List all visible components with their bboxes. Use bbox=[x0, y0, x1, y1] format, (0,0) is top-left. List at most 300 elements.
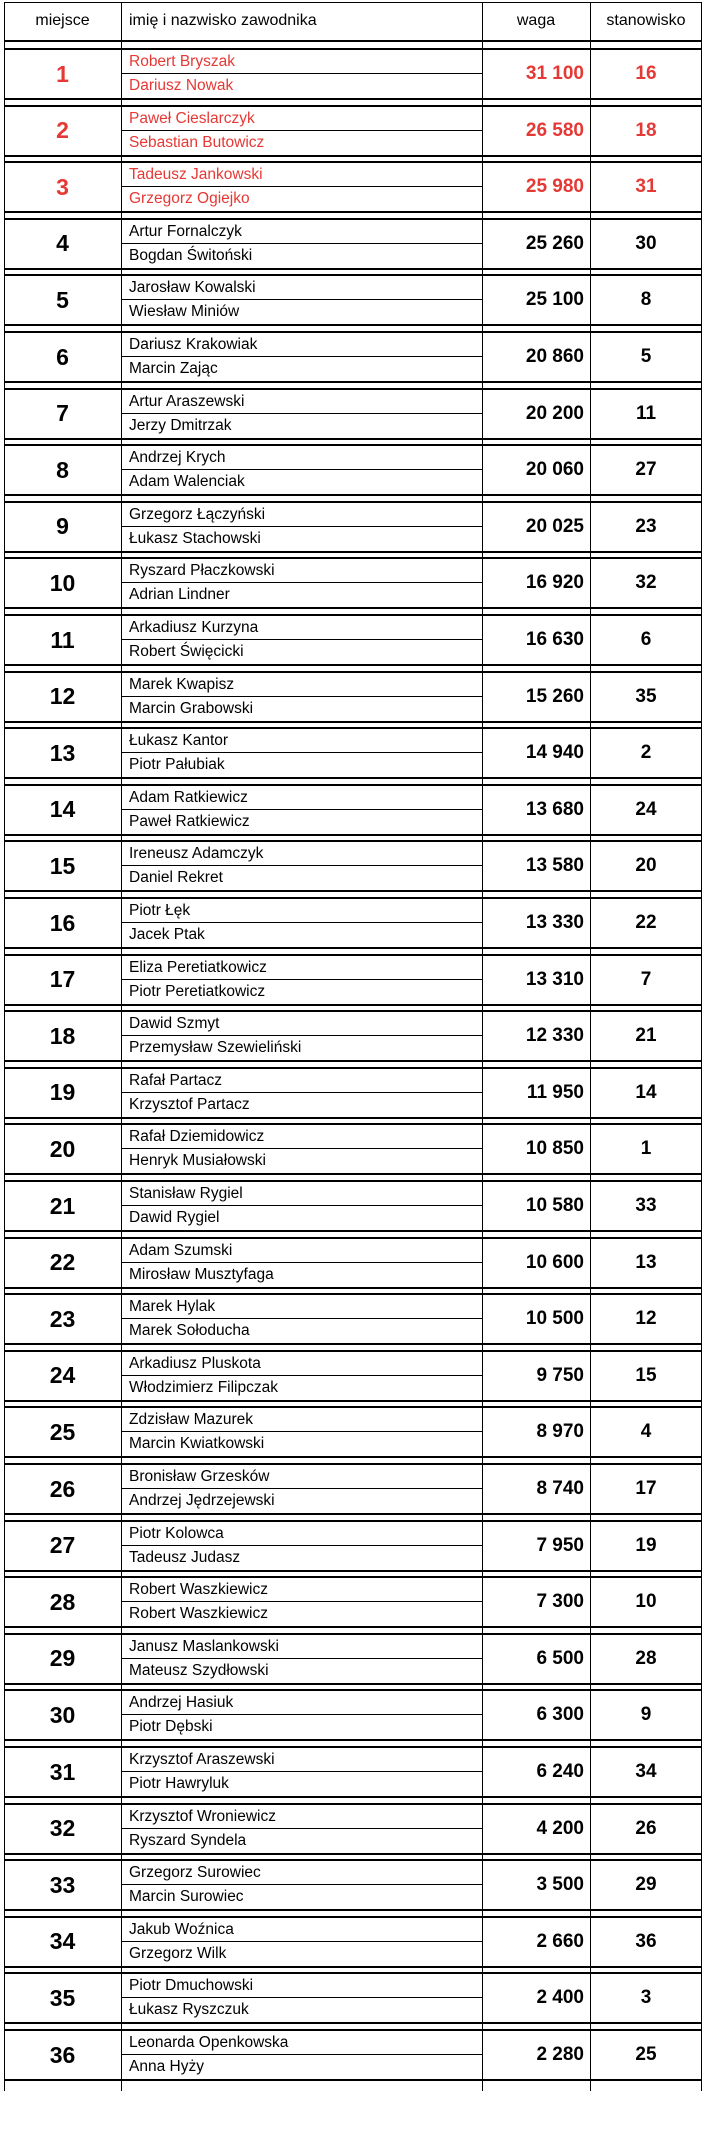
station-cell: 30 bbox=[635, 232, 657, 254]
competitor-name-1: Arkadiusz Kurzyna bbox=[129, 619, 259, 636]
name-divider bbox=[121, 1318, 482, 1319]
row-bottom-border bbox=[4, 268, 702, 270]
row-bottom-border bbox=[4, 1966, 702, 1968]
weight-cell: 13 310 bbox=[525, 968, 584, 990]
competitor-name-2: Piotr Dębski bbox=[129, 1718, 213, 1736]
row-bottom-border bbox=[4, 1343, 702, 1345]
place-cell: 2 bbox=[56, 117, 69, 144]
names-cell bbox=[121, 729, 482, 777]
competitor-name-1: Krzysztof Wroniewicz bbox=[129, 1807, 276, 1825]
name-divider bbox=[121, 1771, 482, 1772]
table-row bbox=[4, 557, 702, 607]
weight-cell: 10 600 bbox=[525, 1251, 584, 1273]
names-cell bbox=[121, 276, 482, 324]
row-bottom-border bbox=[4, 381, 702, 383]
names-cell bbox=[121, 1691, 482, 1739]
names-cell bbox=[121, 786, 482, 834]
row-bottom-border bbox=[4, 1060, 702, 1062]
name-divider bbox=[121, 526, 482, 527]
table-row bbox=[4, 1689, 702, 1739]
competitor-name-2: Piotr Peretiatkowicz bbox=[129, 982, 266, 1000]
table-row bbox=[4, 388, 702, 438]
name-divider bbox=[121, 752, 482, 753]
table-row bbox=[4, 331, 702, 381]
name-divider bbox=[121, 1431, 482, 1432]
station-cell: 10 bbox=[635, 1591, 657, 1613]
weight-cell: 12 330 bbox=[525, 1025, 584, 1047]
place-cell: 9 bbox=[56, 513, 69, 540]
names-cell bbox=[121, 1578, 482, 1626]
names-cell bbox=[121, 1635, 482, 1683]
name-divider bbox=[121, 1148, 482, 1149]
table-row bbox=[4, 1406, 702, 1456]
table-row bbox=[4, 671, 702, 721]
weight-cell: 13 580 bbox=[525, 855, 584, 877]
station-cell: 24 bbox=[635, 798, 657, 820]
place-cell: 30 bbox=[49, 1701, 76, 1728]
weight-cell: 7 950 bbox=[536, 1534, 584, 1556]
competitor-name-1: Adam Ratkiewicz bbox=[129, 788, 248, 806]
row-bottom-border bbox=[4, 834, 702, 836]
place-cell: 11 bbox=[50, 626, 75, 653]
competitor-name-1: Dariusz Krakowiak bbox=[129, 336, 258, 353]
names-cell bbox=[121, 1465, 482, 1513]
table-row bbox=[4, 784, 702, 834]
header-name: imię i nazwisko zawodnika bbox=[129, 12, 317, 29]
names-cell bbox=[121, 1408, 482, 1456]
row-bottom-border bbox=[4, 1117, 702, 1119]
station-cell: 14 bbox=[635, 1081, 657, 1103]
row-bottom-border bbox=[4, 1173, 702, 1175]
station-cell: 31 bbox=[635, 176, 657, 198]
competitor-name-1: Dawid Szmyt bbox=[129, 1015, 220, 1033]
place-cell: 25 bbox=[49, 1418, 76, 1445]
name-divider bbox=[121, 1884, 482, 1885]
station-cell: 22 bbox=[635, 912, 657, 933]
row-bottom-border bbox=[4, 324, 702, 326]
names-cell bbox=[121, 1239, 482, 1287]
competitor-name-1: Piotr Kolowca bbox=[129, 1524, 224, 1542]
weight-cell: 16 630 bbox=[525, 629, 584, 650]
competitor-name-2: Łukasz Ryszczuk bbox=[129, 2001, 249, 2019]
place-cell: 18 bbox=[49, 1022, 76, 1049]
names-cell bbox=[121, 842, 482, 890]
competitor-name-1: Jakub Woźnica bbox=[129, 1920, 234, 1938]
weight-cell: 9 750 bbox=[536, 1364, 584, 1386]
name-divider bbox=[121, 469, 482, 470]
competitor-name-2: Paweł Ratkiewicz bbox=[129, 812, 250, 830]
row-bottom-border bbox=[4, 1626, 702, 1628]
row-bottom-border bbox=[4, 777, 702, 779]
name-divider bbox=[121, 2054, 482, 2055]
names-cell bbox=[121, 2031, 482, 2079]
names-cell bbox=[121, 163, 482, 211]
competitor-name-1: Jarosław Kowalski bbox=[129, 279, 256, 297]
competitor-name-2: Henryk Musiałowski bbox=[129, 1152, 266, 1170]
weight-cell: 20 200 bbox=[525, 402, 584, 424]
table-row bbox=[4, 274, 702, 324]
competitor-name-2: Jerzy Dmitrzak bbox=[129, 416, 232, 434]
competitor-name-1: Grzegorz Łączyński bbox=[129, 505, 266, 523]
station-cell: 13 bbox=[635, 1251, 657, 1273]
names-cell bbox=[121, 333, 482, 381]
weight-cell: 10 580 bbox=[525, 1195, 584, 1216]
weight-cell: 13 330 bbox=[525, 912, 584, 933]
name-divider bbox=[121, 639, 482, 640]
place-cell: 35 bbox=[49, 1984, 76, 2011]
names-cell bbox=[121, 1748, 482, 1796]
weight-cell: 2 280 bbox=[536, 2044, 584, 2065]
row-bottom-border bbox=[4, 551, 702, 553]
station-cell: 20 bbox=[635, 855, 657, 877]
row-bottom-border bbox=[4, 1683, 702, 1685]
names-cell bbox=[121, 673, 482, 721]
name-divider bbox=[121, 1828, 482, 1829]
weight-cell: 3 500 bbox=[536, 1874, 584, 1896]
weight-cell: 6 300 bbox=[536, 1704, 584, 1726]
station-cell: 36 bbox=[635, 1930, 657, 1952]
place-cell: 4 bbox=[56, 230, 69, 257]
competitor-name-2: Anna Hyży bbox=[129, 2058, 204, 2075]
station-cell: 17 bbox=[635, 1478, 657, 1499]
station-cell: 9 bbox=[640, 1704, 652, 1726]
place-cell: 31 bbox=[49, 1758, 76, 1785]
weight-cell: 20 025 bbox=[525, 515, 584, 537]
place-cell: 27 bbox=[49, 1532, 76, 1559]
name-divider bbox=[121, 299, 482, 300]
station-cell: 12 bbox=[635, 1308, 657, 1330]
column-line-3 bbox=[590, 2, 591, 2091]
names-cell bbox=[121, 1182, 482, 1230]
names-cell bbox=[121, 220, 482, 268]
station-cell: 2 bbox=[640, 742, 652, 764]
name-divider bbox=[121, 1092, 482, 1093]
station-cell: 19 bbox=[635, 1534, 657, 1556]
competitor-name-2: Robert Waszkiewicz bbox=[129, 1605, 268, 1623]
place-cell: 15 bbox=[49, 852, 76, 879]
competitor-name-1: Adam Szumski bbox=[129, 1241, 233, 1259]
competitor-name-2: Andrzej Jędrzejewski bbox=[129, 1492, 275, 1509]
station-cell: 27 bbox=[635, 459, 657, 481]
weight-cell: 20 060 bbox=[525, 459, 584, 481]
weight-cell: 31 100 bbox=[525, 63, 584, 84]
station-cell: 25 bbox=[635, 2044, 657, 2065]
table-row bbox=[4, 1859, 702, 1909]
names-cell bbox=[121, 1295, 482, 1343]
weight-cell: 6 500 bbox=[536, 1647, 584, 1669]
row-bottom-border bbox=[4, 1004, 702, 1006]
names-cell bbox=[121, 1125, 482, 1173]
names-cell bbox=[121, 1522, 482, 1570]
table-row bbox=[4, 501, 702, 551]
station-cell: 26 bbox=[635, 1817, 657, 1839]
names-cell bbox=[121, 899, 482, 947]
competitor-name-1: Robert Waszkiewicz bbox=[129, 1581, 268, 1599]
name-divider bbox=[121, 130, 482, 131]
names-cell bbox=[121, 1861, 482, 1909]
header-station: stanowisko bbox=[606, 12, 686, 29]
names-cell bbox=[121, 616, 482, 664]
competitor-name-1: Janusz Maslankowski bbox=[129, 1637, 279, 1655]
table-row bbox=[4, 1803, 702, 1853]
names-cell bbox=[121, 390, 482, 438]
place-cell: 7 bbox=[56, 400, 69, 427]
competitor-name-1: Artur Araszewski bbox=[129, 392, 245, 410]
weight-cell: 25 100 bbox=[525, 289, 584, 311]
competitor-name-2: Marcin Grabowski bbox=[129, 699, 254, 717]
name-divider bbox=[121, 73, 482, 74]
competitor-name-1: Andrzej Krych bbox=[129, 449, 226, 467]
station-cell: 35 bbox=[635, 685, 657, 707]
competitor-name-2: Bogdan Świtoński bbox=[129, 246, 253, 264]
competitor-name-2: Grzegorz Ogiejko bbox=[129, 190, 250, 208]
competitor-name-2: Łukasz Stachowski bbox=[129, 529, 261, 547]
competitor-name-1: Grzegorz Surowiec bbox=[129, 1864, 261, 1882]
name-divider bbox=[121, 865, 482, 866]
competitor-name-2: Marek Sołoducha bbox=[129, 1322, 250, 1340]
column-line-0 bbox=[4, 2, 5, 2091]
name-divider bbox=[121, 413, 482, 414]
name-divider bbox=[121, 582, 482, 583]
competitor-name-1: Krzysztof Araszewski bbox=[129, 1751, 275, 1768]
weight-cell: 20 860 bbox=[525, 346, 584, 367]
row-bottom-border bbox=[4, 494, 702, 496]
competitor-name-2: Marcin Kwiatkowski bbox=[129, 1435, 265, 1453]
header-bottom-border bbox=[4, 40, 702, 42]
name-divider bbox=[121, 1658, 482, 1659]
station-cell: 3 bbox=[640, 1987, 652, 2009]
table-row bbox=[4, 954, 702, 1004]
row-bottom-border bbox=[4, 1909, 702, 1911]
names-cell bbox=[121, 956, 482, 1004]
name-divider bbox=[121, 1545, 482, 1546]
table-row bbox=[4, 1746, 702, 1796]
names-cell bbox=[121, 1012, 482, 1060]
names-cell bbox=[121, 1918, 482, 1966]
name-divider bbox=[121, 696, 482, 697]
competitor-name-2: Włodzimierz Filipczak bbox=[129, 1378, 278, 1396]
competitor-name-2: Dariusz Nowak bbox=[129, 77, 234, 94]
name-divider bbox=[121, 186, 482, 187]
station-cell: 32 bbox=[635, 572, 657, 594]
table-row bbox=[4, 614, 702, 664]
names-cell bbox=[121, 1805, 482, 1853]
header-place: miejsce bbox=[35, 12, 90, 29]
table-row bbox=[4, 1633, 702, 1683]
competitor-name-1: Rafał Partacz bbox=[129, 1071, 223, 1089]
station-cell: 4 bbox=[640, 1421, 652, 1443]
table-row bbox=[4, 1463, 702, 1513]
row-bottom-border bbox=[4, 1456, 702, 1458]
header-weight: waga bbox=[516, 12, 556, 29]
competitor-name-1: Arkadiusz Pluskota bbox=[129, 1354, 261, 1372]
place-cell: 22 bbox=[49, 1249, 76, 1276]
table-row bbox=[4, 1916, 702, 1966]
row-bottom-border bbox=[4, 1513, 702, 1515]
place-cell: 23 bbox=[49, 1305, 76, 1332]
competitor-name-1: Ryszard Płaczkowski bbox=[129, 562, 275, 580]
place-cell: 24 bbox=[49, 1362, 76, 1389]
station-cell: 18 bbox=[635, 119, 657, 141]
place-cell: 33 bbox=[49, 1871, 76, 1898]
row-bottom-border bbox=[4, 947, 702, 949]
name-divider bbox=[121, 1205, 482, 1206]
place-cell: 17 bbox=[49, 966, 76, 993]
place-cell: 29 bbox=[49, 1645, 76, 1672]
weight-cell: 25 980 bbox=[525, 176, 584, 198]
column-line-1 bbox=[121, 2, 122, 2091]
row-bottom-border bbox=[4, 211, 702, 213]
table-row bbox=[4, 727, 702, 777]
row-bottom-border bbox=[4, 607, 702, 609]
station-cell: 33 bbox=[635, 1195, 657, 1216]
place-cell: 1 bbox=[56, 60, 69, 87]
weight-cell: 8 740 bbox=[536, 1478, 584, 1499]
place-cell: 12 bbox=[49, 683, 76, 710]
competitor-name-2: Mirosław Musztyfaga bbox=[129, 1265, 274, 1283]
row-bottom-border bbox=[4, 1287, 702, 1289]
table-row bbox=[4, 161, 702, 211]
competitor-name-1: Tadeusz Jankowski bbox=[129, 166, 263, 184]
competitor-name-1: Łukasz Kantor bbox=[129, 732, 229, 750]
row-bottom-border bbox=[4, 2022, 702, 2024]
table-row bbox=[4, 105, 702, 155]
table-row bbox=[4, 218, 702, 268]
row-bottom-border bbox=[4, 664, 702, 666]
row-bottom-border bbox=[4, 890, 702, 892]
table-row bbox=[4, 2029, 702, 2079]
table-row bbox=[4, 1350, 702, 1400]
station-cell: 23 bbox=[635, 515, 657, 537]
competitor-name-2: Tadeusz Judasz bbox=[129, 1548, 241, 1566]
place-cell: 13 bbox=[49, 739, 76, 766]
row-bottom-border bbox=[4, 98, 702, 100]
name-divider bbox=[121, 243, 482, 244]
weight-cell: 26 580 bbox=[525, 119, 584, 141]
competitor-name-1: Marek Kwapisz bbox=[129, 675, 235, 693]
table-row bbox=[4, 1576, 702, 1626]
place-cell: 6 bbox=[56, 343, 69, 370]
row-bottom-border bbox=[4, 155, 702, 157]
names-cell bbox=[121, 559, 482, 607]
station-cell: 15 bbox=[635, 1364, 657, 1386]
place-cell: 32 bbox=[49, 1815, 76, 1842]
competitor-name-1: Artur Fornalczyk bbox=[129, 222, 242, 240]
table-row bbox=[4, 444, 702, 494]
name-divider bbox=[121, 1262, 482, 1263]
competitor-name-1: Stanisław Rygiel bbox=[129, 1185, 243, 1202]
competitor-name-2: Piotr Pałubiak bbox=[129, 756, 225, 774]
name-divider bbox=[121, 1375, 482, 1376]
table-row bbox=[4, 1520, 702, 1570]
table-row bbox=[4, 1972, 702, 2022]
name-divider bbox=[121, 922, 482, 923]
place-cell: 36 bbox=[49, 2041, 76, 2068]
name-divider bbox=[121, 1035, 482, 1036]
competitor-name-2: Sebastian Butowicz bbox=[129, 133, 265, 151]
name-divider bbox=[121, 1997, 482, 1998]
place-cell: 10 bbox=[49, 569, 76, 596]
name-divider bbox=[121, 356, 482, 357]
row-bottom-border bbox=[4, 1400, 702, 1402]
competitor-name-1: Rafał Dziemidowicz bbox=[129, 1128, 265, 1146]
station-cell: 28 bbox=[635, 1647, 657, 1669]
competitor-name-2: Piotr Hawryluk bbox=[129, 1775, 229, 1792]
competitor-name-1: Leonarda Openkowska bbox=[129, 2034, 289, 2051]
names-cell bbox=[121, 503, 482, 551]
table-row bbox=[4, 1123, 702, 1173]
names-cell bbox=[121, 1974, 482, 2022]
row-bottom-border bbox=[4, 1853, 702, 1855]
competitor-name-2: Daniel Rekret bbox=[129, 869, 223, 887]
station-cell: 21 bbox=[635, 1025, 657, 1047]
name-divider bbox=[121, 1601, 482, 1602]
table-row bbox=[4, 48, 702, 98]
weight-cell: 10 850 bbox=[525, 1138, 584, 1160]
station-cell: 6 bbox=[640, 629, 652, 650]
competitor-name-1: Bronisław Grzesków bbox=[129, 1468, 270, 1485]
column-line-2 bbox=[482, 2, 483, 2091]
competitor-name-2: Adrian Lindner bbox=[129, 586, 230, 604]
place-cell: 16 bbox=[49, 909, 76, 936]
name-divider bbox=[121, 1714, 482, 1715]
row-bottom-border bbox=[4, 1230, 702, 1232]
station-cell: 5 bbox=[640, 346, 652, 367]
weight-cell: 15 260 bbox=[525, 685, 584, 707]
table-row bbox=[4, 897, 702, 947]
name-divider bbox=[121, 979, 482, 980]
place-cell: 14 bbox=[49, 796, 76, 823]
weight-cell: 2 400 bbox=[536, 1987, 584, 2009]
place-cell: 34 bbox=[49, 1928, 76, 1955]
weight-cell: 25 260 bbox=[525, 232, 584, 254]
competitor-name-1: Robert Bryszak bbox=[129, 53, 235, 70]
names-cell bbox=[121, 107, 482, 155]
station-cell: 34 bbox=[635, 1761, 657, 1782]
weight-cell: 14 940 bbox=[525, 742, 584, 764]
place-cell: 5 bbox=[56, 286, 69, 313]
names-cell bbox=[121, 1069, 482, 1117]
weight-cell: 16 920 bbox=[525, 572, 584, 594]
weight-cell: 11 950 bbox=[526, 1081, 584, 1103]
table-row bbox=[4, 1293, 702, 1343]
row-bottom-border bbox=[4, 1739, 702, 1741]
name-divider bbox=[121, 809, 482, 810]
competitor-name-2: Jacek Ptak bbox=[129, 926, 205, 943]
names-cell bbox=[121, 1352, 482, 1400]
weight-cell: 4 200 bbox=[536, 1817, 584, 1839]
name-divider bbox=[121, 1941, 482, 1942]
place-cell: 8 bbox=[56, 456, 69, 483]
row-bottom-border bbox=[4, 438, 702, 440]
competitor-name-1: Eliza Peretiatkowicz bbox=[129, 958, 267, 976]
table-row bbox=[4, 1010, 702, 1060]
row-bottom-border bbox=[4, 1796, 702, 1798]
weight-cell: 7 300 bbox=[536, 1591, 584, 1613]
station-cell: 8 bbox=[640, 289, 652, 311]
row-bottom-border bbox=[4, 1570, 702, 1572]
weight-cell: 10 500 bbox=[525, 1308, 584, 1330]
place-cell: 3 bbox=[56, 173, 69, 200]
table-row bbox=[4, 1237, 702, 1287]
station-cell: 29 bbox=[635, 1874, 657, 1896]
competitor-name-2: Dawid Rygiel bbox=[129, 1209, 220, 1226]
place-cell: 28 bbox=[49, 1588, 76, 1615]
place-cell: 21 bbox=[49, 1192, 76, 1219]
station-cell: 7 bbox=[640, 968, 652, 990]
competitor-name-2: Grzegorz Wilk bbox=[129, 1944, 227, 1962]
competitor-name-2: Marcin Surowiec bbox=[129, 1888, 244, 1906]
